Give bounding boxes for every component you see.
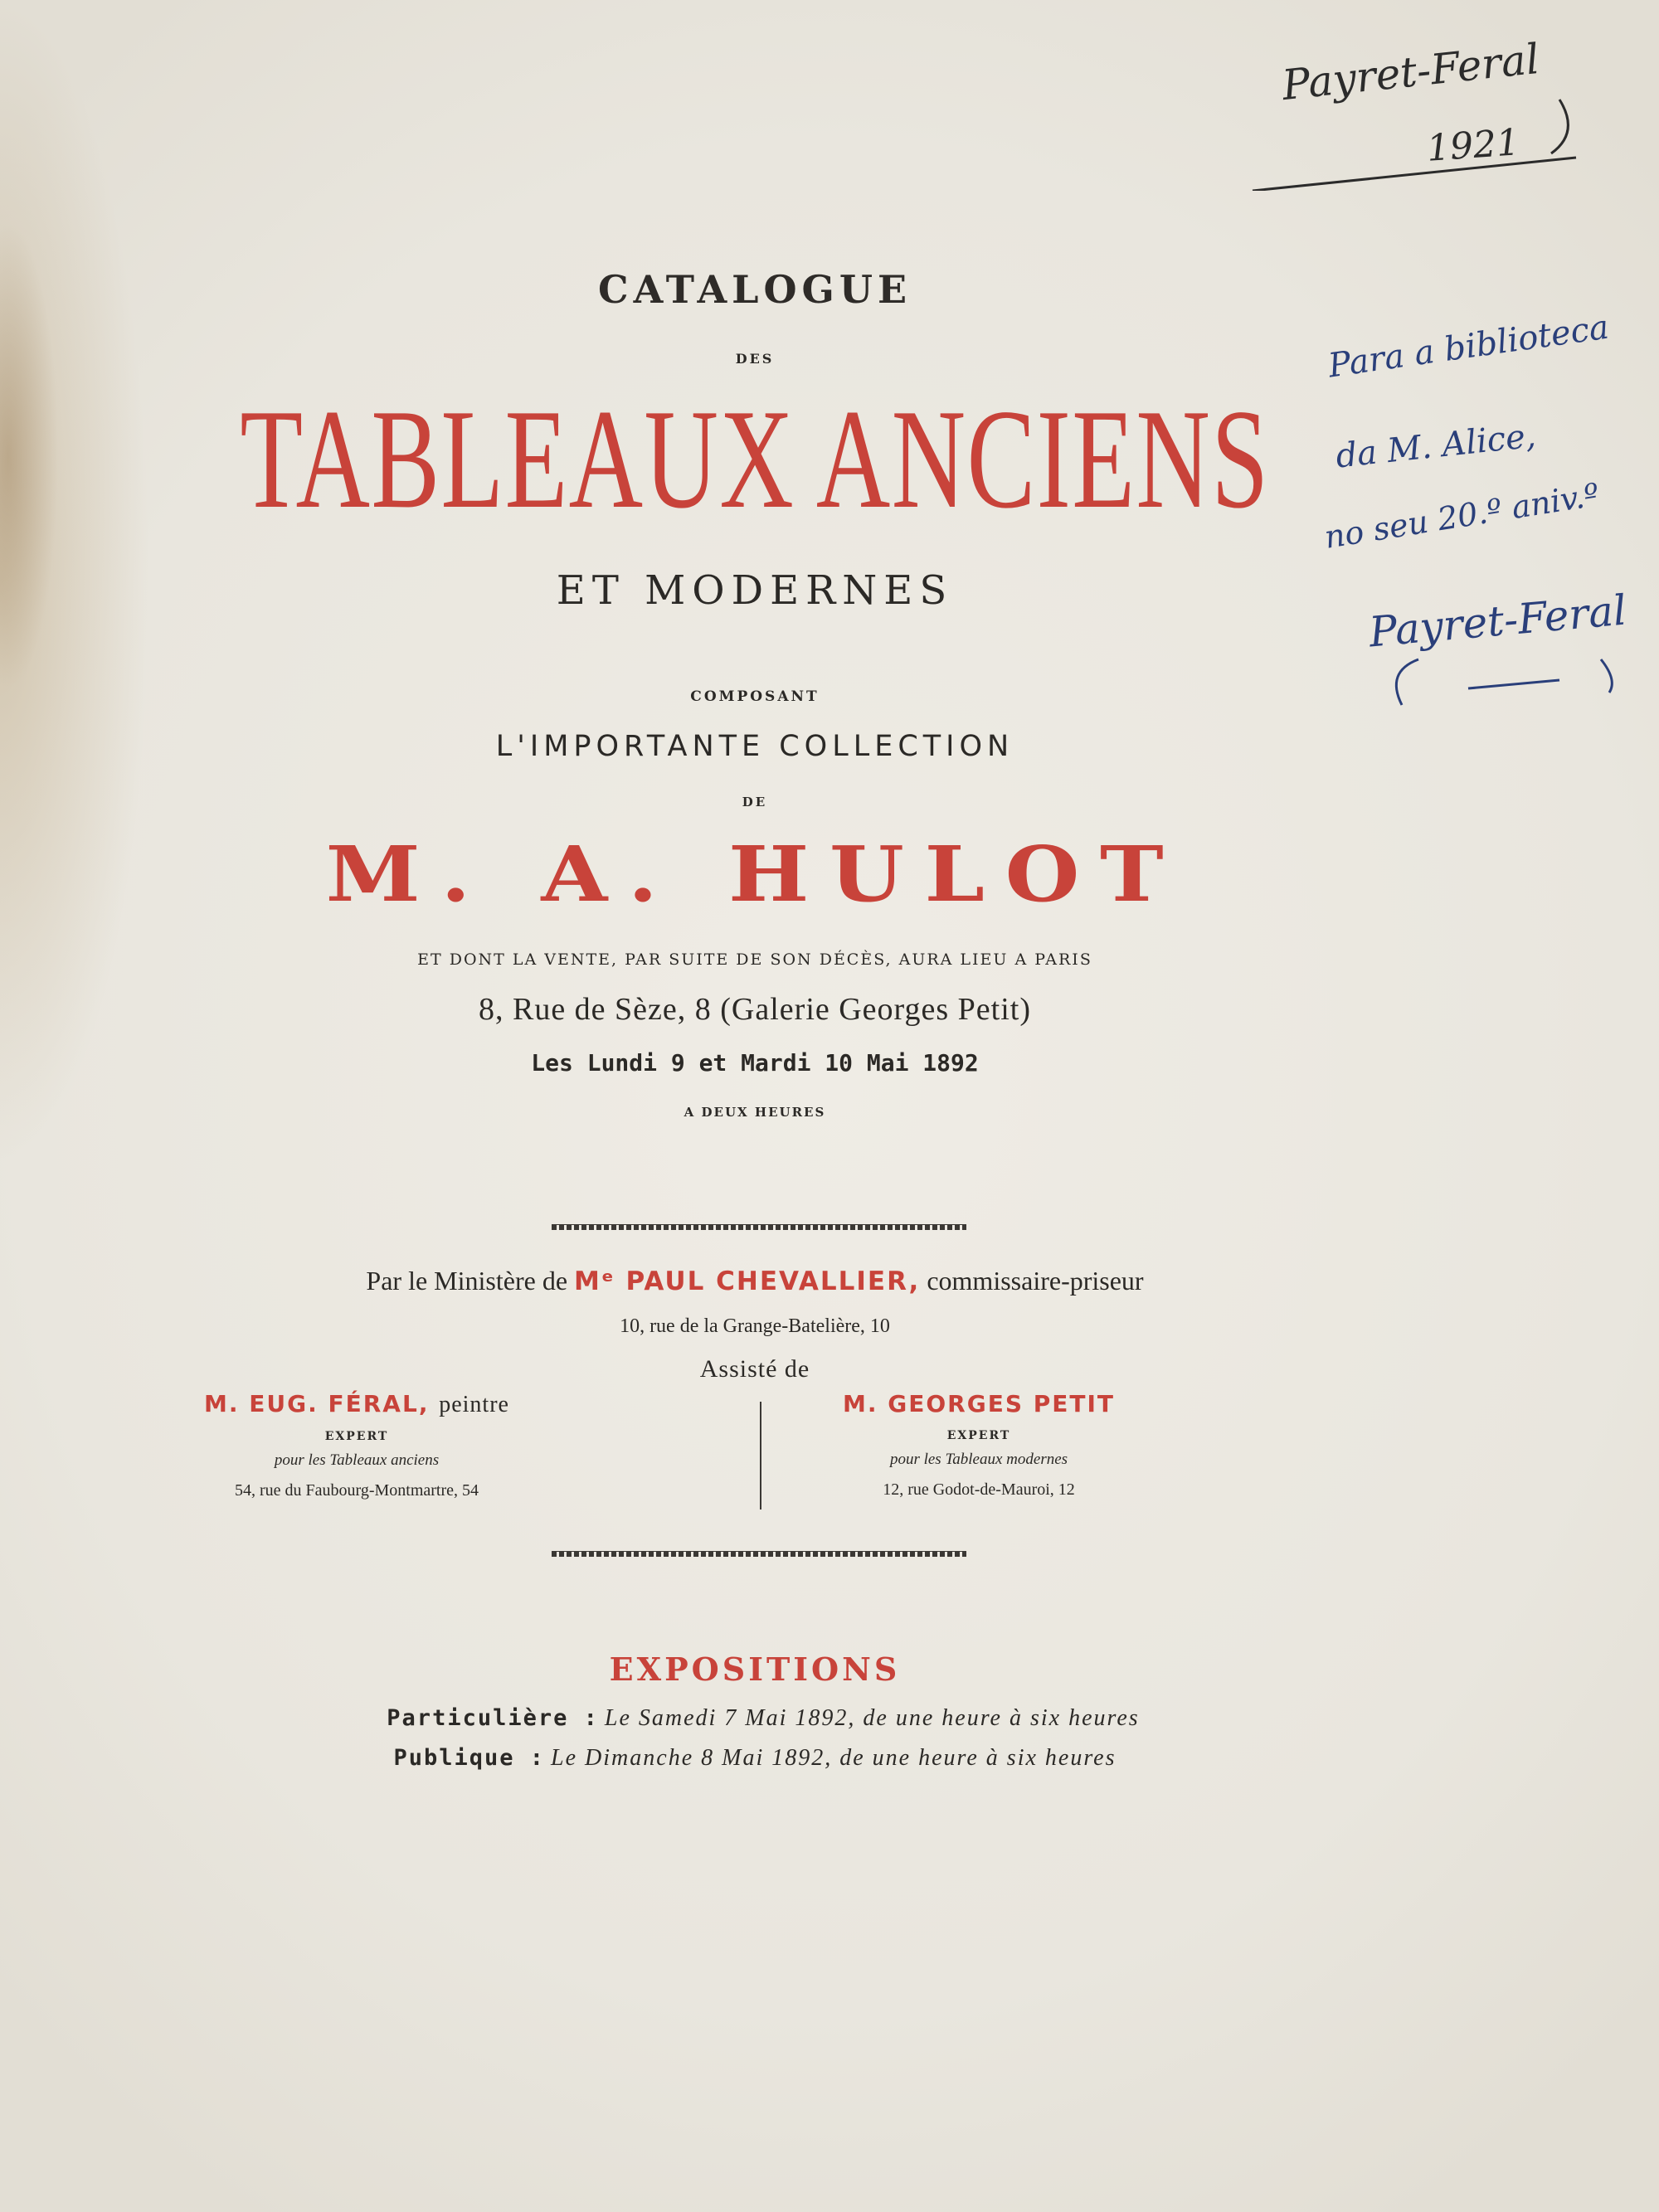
expert-left-name: M. EUG. FÉRAL,: [204, 1390, 430, 1417]
expert-left-name-line: [8, 1390, 705, 1418]
auctioneer-name: Mᵉ PAUL CHEVALLIER,: [574, 1266, 921, 1296]
exposition-public-label: Publique :: [393, 1745, 546, 1771]
signature-underline: [1244, 50, 1593, 191]
ornamental-rule-bottom: [552, 1551, 966, 1557]
exposition-private-text: Le Samedi 7 Mai 1892, de une heure à six heures: [604, 1705, 1140, 1731]
handwritten-year: 1921: [1425, 121, 1521, 170]
auctioneer-address: 10, rue de la Grange-Batelière, 10: [620, 1315, 890, 1337]
subtitle: ET MODERNES: [556, 567, 954, 614]
handwritten-note-line-3: no seu 20.º aniv.º: [1321, 476, 1602, 556]
de-label: DE: [742, 795, 768, 809]
catalogue-heading: CATALOGUE: [597, 267, 912, 312]
handwritten-signature-bottom: Payret-Feral: [1367, 586, 1629, 657]
des-label: DES: [735, 351, 775, 367]
handwritten-signature-top: Payret-Feral: [1279, 34, 1542, 110]
auctioneer-line: [0, 1266, 1510, 1296]
expert-right-address: 12, rue Godot-de-Mauroi, 12: [883, 1480, 1075, 1499]
expert-right-name: M. GEORGES PETIT: [842, 1390, 1115, 1417]
expert-right-tag: EXPERT: [946, 1429, 1011, 1442]
handwritten-note-line-1: Para a biblioteca: [1326, 308, 1612, 386]
expositions-heading: EXPOSITIONS: [609, 1650, 901, 1688]
exposition-private-label: Particulière :: [387, 1705, 599, 1731]
sale-time: A DEUX HEURES: [684, 1105, 826, 1120]
composant-label: COMPOSANT: [690, 688, 820, 705]
expert-left-role: peintre: [439, 1392, 509, 1417]
main-title: TABLEAUX ANCIENS: [240, 381, 1270, 538]
collection-label: L'IMPORTANTE COLLECTION: [495, 730, 1014, 763]
auctioneer-role: commissaire-priseur: [927, 1266, 1144, 1296]
sale-address: 8, Rue de Sèze, 8 (Galerie Georges Petit): [478, 992, 1032, 1027]
expert-right-name-line: [630, 1390, 1327, 1417]
sale-dates: Les Lundi 9 et Mardi 10 Mai 1892: [531, 1049, 979, 1077]
expert-left-address: 54, rue du Faubourg-Montmartre, 54: [234, 1481, 479, 1500]
assisted-by-label: Assisté de: [699, 1355, 810, 1383]
exposition-line-public: [0, 1745, 1510, 1772]
expert-left-specialty: pour les Tableaux anciens: [274, 1451, 440, 1469]
exposition-line-private: [0, 1705, 1526, 1732]
owner-name: M. A. HULOT: [325, 829, 1185, 919]
expert-left-tag: EXPERT: [324, 1430, 389, 1443]
sale-note: ET DONT LA VENTE, PAR SUITE DE SON DÉCÈS, AURA LIEU A PARIS: [417, 950, 1092, 969]
ornamental-rule: [552, 1224, 966, 1230]
expert-right-specialty: pour les Tableaux modernes: [889, 1451, 1068, 1468]
exposition-public-text: Le Dimanche 8 Mai 1892, de une heure à six heures: [551, 1745, 1117, 1771]
handwritten-note-line-2: da M. Alice,: [1334, 416, 1538, 476]
auctioneer-prefix: Par le Ministère de: [366, 1266, 568, 1296]
